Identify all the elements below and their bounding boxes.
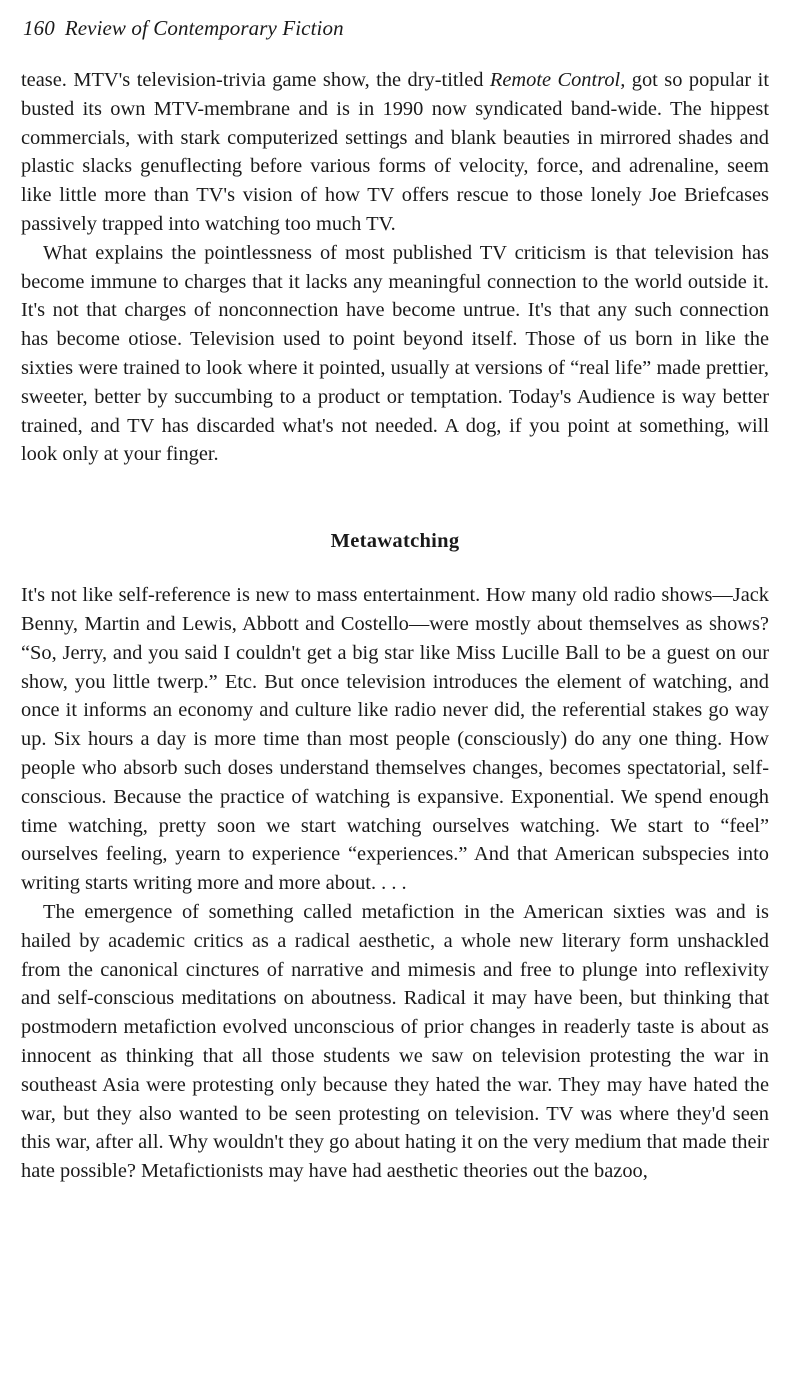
section-heading: Metawatching xyxy=(330,530,460,553)
journal-title: Review of Contemporary Fiction xyxy=(64,16,344,40)
paragraph xyxy=(21,66,769,239)
page-number: 160 xyxy=(23,16,55,40)
paragraph-text: tease. MTV's television-trivia game show, the dry-titled xyxy=(21,69,490,91)
paragraph: What explains the pointlessness of most published TV criticism is that television has become immune to charges that it lacks any meaningful connection to the world outside it. It's not that charges of nonconnection have become untrue. It's that any such connection has become otiose. Television used to point beyond itself. Those of us born in like the sixties were trained to look where it pointed, usually at versions of “real life” made prettier, sweeter, better by succumbing to a product or temptation. Today's Audience is way better trained, and TV has discarded what's not needed. A dog, if you point at something, will look only at your finger. xyxy=(21,241,769,466)
book-page xyxy=(21,14,769,1186)
body-text xyxy=(21,66,769,1186)
running-head xyxy=(23,14,769,42)
show-title: Remote Control, xyxy=(489,69,626,91)
paragraph: The emergence of something called metafiction in the American sixties was and is hailed by academic critics as a radical aesthetic, a whole new literary form unshackled from the canonical cinctures of narrative and mimesis and free to plunge into reflexivity and self-conscious meditations on aboutness. Radical it may have been, but thinking that postmodern metafiction evolved unconscious of prior changes in readerly taste is about as innocent as thinking that all those students we saw on television protesting the war in southeast Asia were protesting only because they hated the war. They may have hated the war, but they also wanted to be seen protesting on television. TV was where they'd seen this war, after all. Why wouldn't they go about hating it on the very medium that made their hate possible? Metafictionists may have had aesthetic theories out the bazoo, xyxy=(21,900,769,1183)
paragraph: It's not like self-reference is new to mass entertainment. How many old radio shows—Jack Benny, Martin and Lewis, Abbott and Costello—were mostly about themselves as shows? “So, Jerry, and you said I couldn't get a big star like Miss Lucille Ball to be a guest on our show, you little twerp.” Etc. But once television introduces the element of watching, and once it informs an economy and culture like radio never did, the referential stakes go way up. Six hours a day is more time than most people (consciously) do any one thing. How people who absorb such doses understand themselves changes, becomes spectatorial, self-conscious. Because the practice of watching is expansive. Exponential. We spend enough time watching, pretty soon we start watching ourselves watching. We start to “feel” ourselves feeling, yearn to experience “experiences.” And that American subspecies into writing starts writing more and more about. . . . xyxy=(21,584,769,895)
paragraph-text: got so popular it busted its own MTV-membrane and is in 1990 now syndicated band-wide. The hippest commercials, with stark computerized settings and blank beauties in mirrored shades and plastic slacks genuflecting before various forms of velocity, force, and adrenaline, seem like little more than TV's vision of how TV offers rescue to those lonely Joe Briefcases passively trapped into watching too much TV. xyxy=(21,69,769,235)
